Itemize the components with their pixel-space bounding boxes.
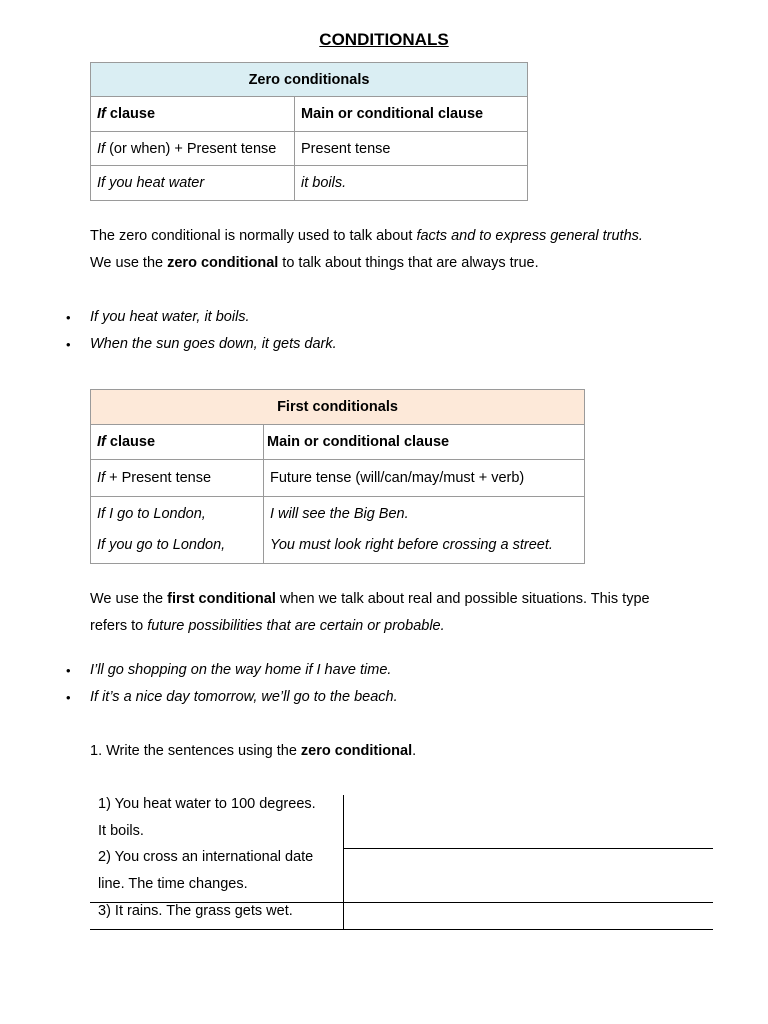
list-item: • When the sun goes down, it gets dark. — [90, 331, 690, 358]
first-conditionals-table — [90, 389, 585, 564]
first-table-header: First conditionals — [91, 390, 585, 425]
first-row2-if-cell: If I go to London, If you go to London, — [91, 497, 264, 564]
zero-row1-if-cell: If (or when) + Present tense — [91, 132, 295, 166]
zero-row1-main-cell: Present tense — [295, 132, 528, 166]
exercise-item-2: 2) You cross an international date line. The time changes. — [98, 849, 314, 892]
zero-examples-list — [90, 304, 690, 358]
answer-field-3[interactable] — [348, 903, 708, 929]
zero-col2-header: Main or conditional clause — [295, 97, 528, 132]
exercise-item-3: 3) It rains. The grass gets wet. — [98, 903, 293, 919]
zero-explanation: The zero conditional is normally used to talk about facts and to express general truths. We use the zero conditional to talk about things that are always true. — [90, 228, 643, 271]
answer-field-2[interactable] — [348, 849, 708, 902]
zero-row2-main-cell: it boils. — [295, 166, 528, 201]
list-item: • If you heat water, it boils. — [90, 304, 690, 331]
first-row1-if-cell: If + Present tense — [91, 460, 264, 497]
answer-field-1[interactable] — [348, 795, 708, 848]
column-divider — [343, 795, 344, 930]
exercise-item-1: 1) You heat water to 100 degrees. It boils. — [98, 796, 316, 839]
page-title: CONDITIONALS — [319, 30, 449, 49]
zero-row2-if-cell: If you heat water — [91, 166, 295, 201]
zero-col1-header: If clause — [91, 97, 295, 132]
row-divider — [90, 929, 713, 930]
first-row1-main-cell: Future tense (will/can/may/must + verb) — [264, 460, 585, 497]
first-row2-main-cell: I will see the Big Ben. You must look right before crossing a street. — [264, 497, 585, 564]
list-item: • I’ll go shopping on the way home if I have time. — [90, 657, 690, 684]
first-col1-header: If clause — [91, 425, 264, 460]
zero-conditionals-table — [90, 62, 528, 201]
first-explanation: We use the first conditional when we talk about real and possible situations. This type refers to future possibilities that are certain or probable. — [90, 591, 650, 634]
exercise-table — [90, 795, 713, 930]
first-col2-header: Main or conditional clause — [264, 425, 585, 460]
first-examples-list — [90, 657, 690, 711]
zero-table-header: Zero conditionals — [91, 63, 528, 97]
list-item: • If it’s a nice day tomorrow, we’ll go to the beach. — [90, 684, 690, 711]
exercise-instruction: 1. Write the sentences using the zero conditional. — [90, 743, 417, 759]
